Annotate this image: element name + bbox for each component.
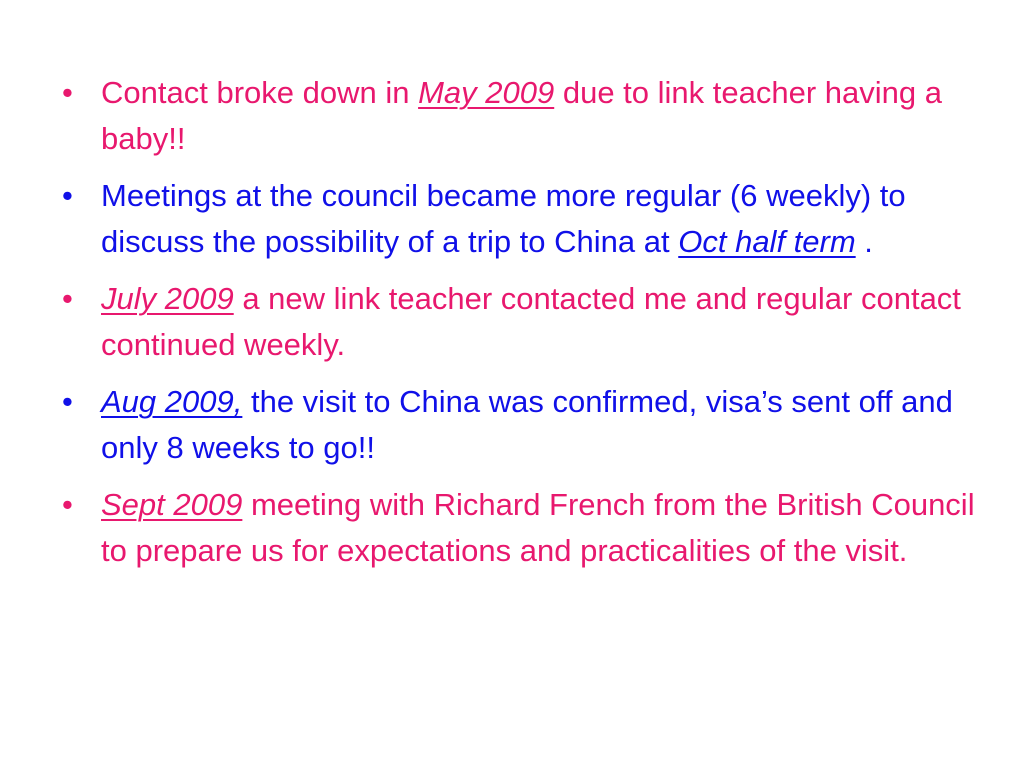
bullet-text-segment: meeting with Richard French from the British Council to prepare us for expectations and practicalities of the visit. xyxy=(101,487,975,568)
bullet-item-british-council-meeting xyxy=(0,482,1024,574)
bullet-marker: • xyxy=(62,178,73,213)
bullet-text xyxy=(101,281,961,362)
date-highlight: Oct half term xyxy=(678,224,856,259)
bullet-text-segment: due to link teacher having a baby!! xyxy=(101,75,942,156)
bullet-text-segment: the visit to China was confirmed, visa’s sent off and only 8 weeks to go!! xyxy=(101,384,953,465)
bullet-text xyxy=(101,75,942,156)
bullet-text xyxy=(101,487,975,568)
bullet-text-segment: Meetings at the council became more regular (6 weekly) to discuss the possibility of a trip to China at xyxy=(101,178,906,259)
date-highlight: July 2009 xyxy=(101,281,234,316)
bullet-item-council-meetings xyxy=(0,173,1024,265)
bullet-item-new-link-teacher xyxy=(0,276,1024,368)
bullet-marker: • xyxy=(62,487,73,522)
bullet-text-segment: a new link teacher contacted me and regular contact continued weekly. xyxy=(101,281,961,362)
bullet-list xyxy=(0,70,1024,585)
bullet-marker: • xyxy=(62,75,73,110)
bullet-marker: • xyxy=(62,384,73,419)
date-highlight: May 2009 xyxy=(418,75,555,110)
bullet-text xyxy=(101,178,906,259)
bullet-item-contact-broke-down xyxy=(0,70,1024,162)
date-highlight: Sept 2009 xyxy=(101,487,243,522)
bullet-item-visit-confirmed xyxy=(0,379,1024,471)
date-highlight: Aug 2009, xyxy=(101,384,243,419)
bullet-text-segment: Contact broke down in xyxy=(101,75,419,110)
bullet-marker: • xyxy=(62,281,73,316)
bullet-text-segment: . xyxy=(855,224,873,259)
bullet-text xyxy=(101,384,953,465)
